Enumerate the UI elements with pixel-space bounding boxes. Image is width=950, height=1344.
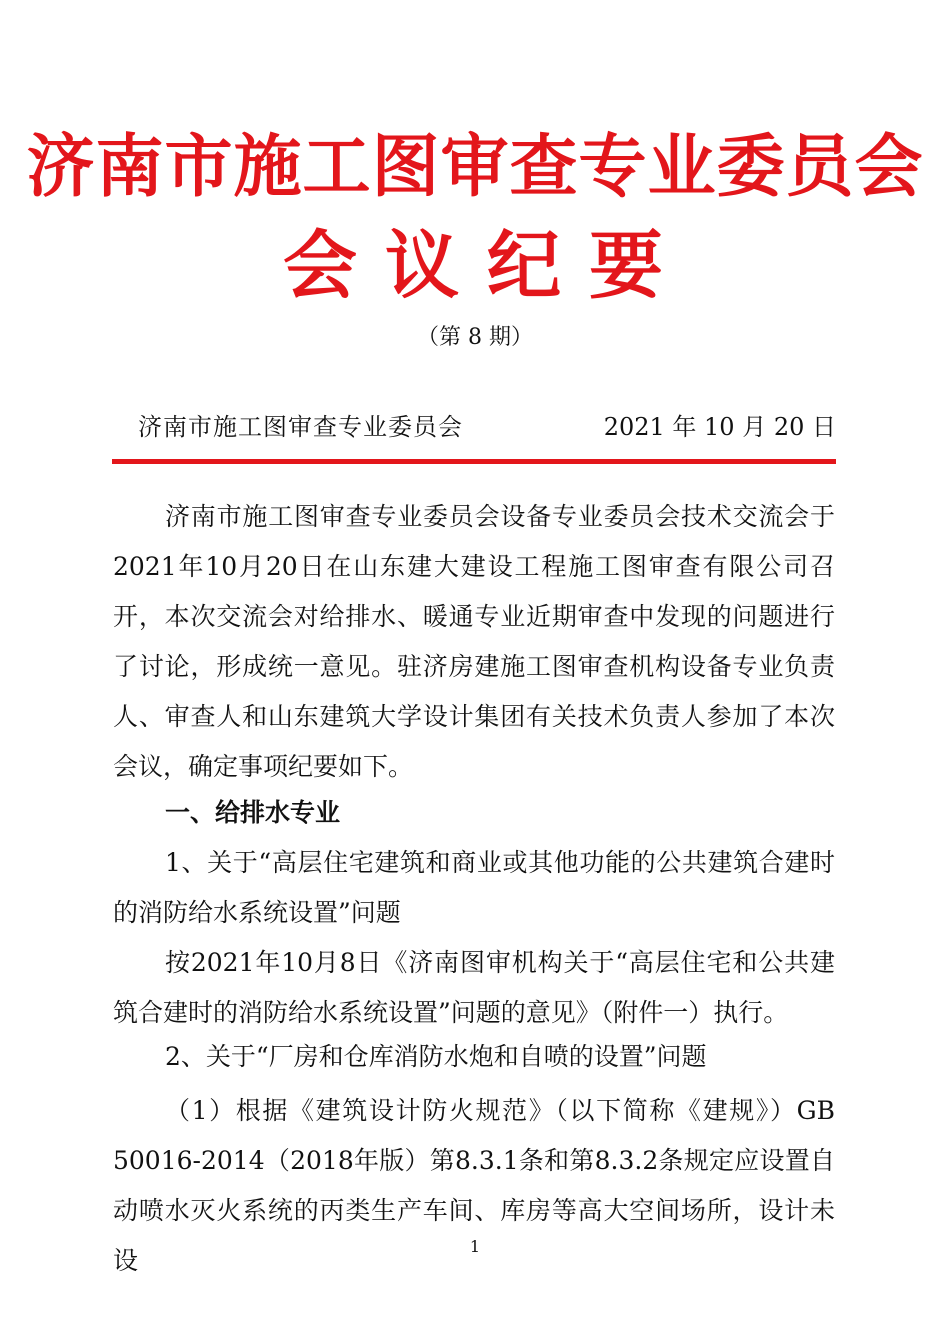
- header-divider: [112, 459, 836, 464]
- document-title-line-1: 济南市施工图审查专业委员会: [26, 127, 924, 207]
- item-2-title: 2、关于“厂房和仓库消防水炮和自喷的设置”问题: [165, 1042, 707, 1071]
- document-title-line-2: 会议纪要: [283, 223, 691, 309]
- item-1-text: 按2021年10月8日《济南图审机构关于“高层住宅和公共建筑合建时的消防给水系统设置”问题的意见》（附件一）执行。: [113, 948, 835, 1027]
- intro-paragraph: 济南市施工图审查专业委员会设备专业委员会技术交流会于2021年10月20日在山东建大建设工程施工图审查有限公司召开，本次交流会对给排水、暖通专业近期审查中发现的问题进行了讨论，形成统一意见。驻济房建施工图审查机构设备专业负责人、审查人和山东建筑大学设计集团有关技术负责人参加了本次会议，确定事项纪要如下。: [113, 502, 835, 781]
- issue-number: （第 8 期）: [417, 325, 533, 350]
- issuer-name: 济南市施工图审查专业委员会: [138, 413, 463, 441]
- page-number: 1: [469, 1237, 481, 1256]
- item-1-title: 1、关于“高层住宅建筑和商业或其他功能的公共建筑合建时的消防给水系统设置”问题: [113, 848, 835, 927]
- item-2-subitem-1: （1）根据《建筑设计防火规范》（以下简称《建规》）GB 50016-2014（2018年版）第8.3.1条和第8.3.2条规定应设置自动喷水灭火系统的丙类生产车间、库房等高大空间场所，设计未设: [113, 1096, 835, 1275]
- section-heading-water-supply: 一、给排水专业: [165, 798, 341, 827]
- issue-date: 2021 年 10 月 20 日: [603, 413, 836, 441]
